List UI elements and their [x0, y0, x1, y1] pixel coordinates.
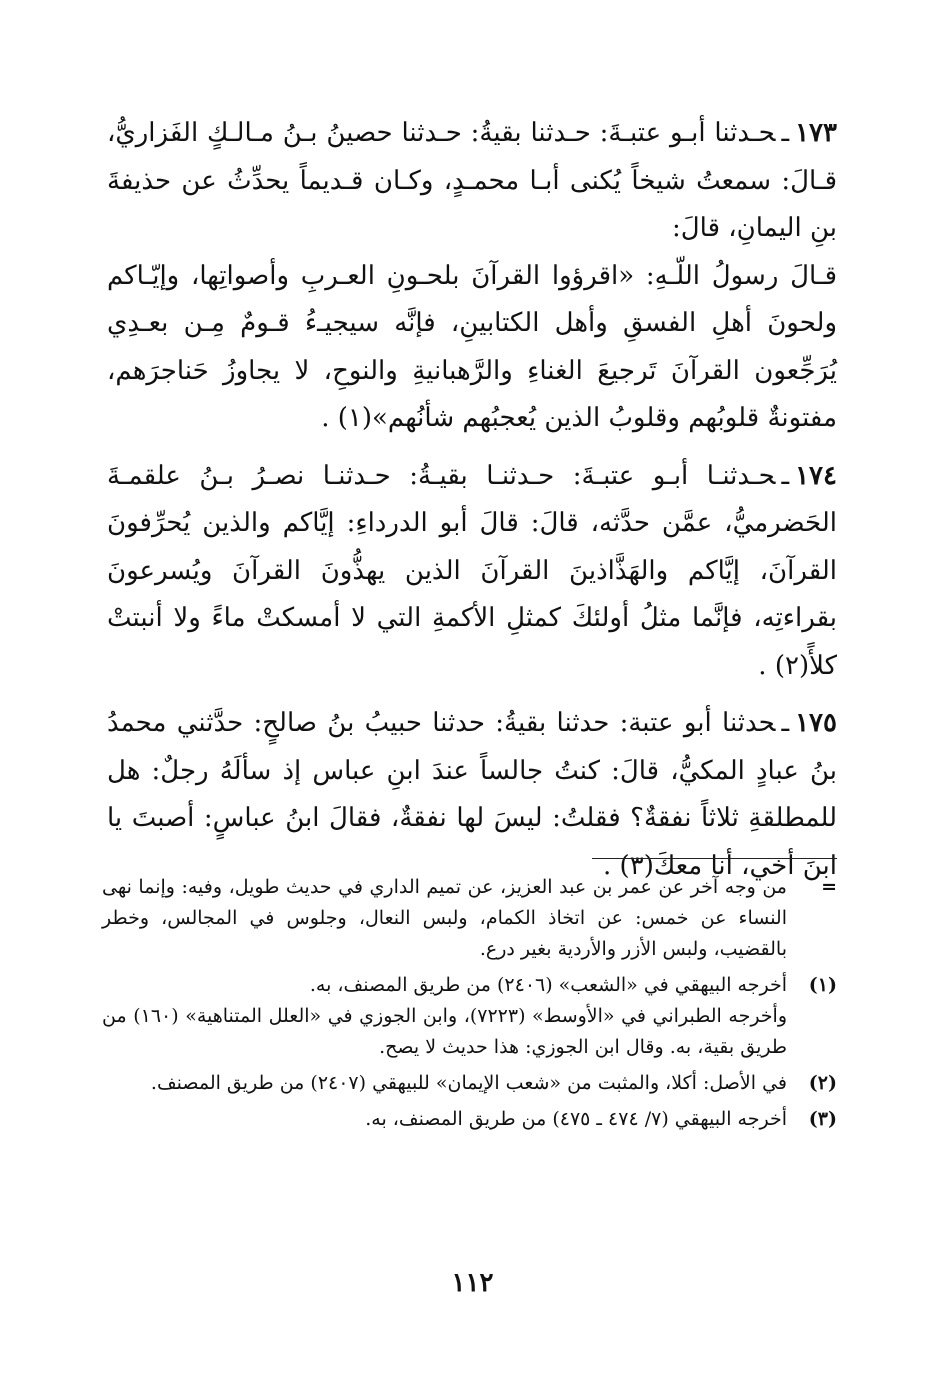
- footnote-1: [102, 970, 837, 1063]
- hadith-number: ١٧٣: [795, 118, 837, 148]
- hadith-174: [107, 453, 837, 691]
- dash: ـ: [781, 460, 790, 491]
- page-number: ١١٢: [451, 1268, 494, 1298]
- footnote-mark: (٢): [808, 1072, 837, 1094]
- footnote-line: أخرجه البيهقي في «الشعب» (٢٤٠٦) من طريق المصنف، به.: [309, 974, 787, 996]
- footnote-line: أخرجه البيهقي (٧/ ٤٧٤ ـ ٤٧٥) من طريق المصنف، به.: [365, 1108, 787, 1130]
- hadith-173-isnad: [107, 110, 837, 253]
- dash: ـ: [781, 118, 790, 148]
- dash: ـ: [781, 708, 790, 738]
- footnotes: [102, 872, 837, 1140]
- footnote-mark: (١): [808, 974, 837, 996]
- hadith-text: حدثنا أبو عتبة: حدثنا بقيةُ: حدثنا حبيبُ بنُ صالحٍ: حدَّثني محمدُ بنُ عبادٍ المكيُّ، قالَ: كنتُ جالساً عندَ ابنِ عباس إذ سألَهُ رجلٌ: هل للمطلقةِ ثلاثاً نفقةٌ؟ فقلتُ: ليسَ لها نفقةٌ، فقالَ ابنُ عباسٍ: أصبتَ يا ابنَ أخي، أنا معكَ(٣) .: [107, 708, 837, 881]
- footnote-line: وأخرجه الطبراني في «الأوسط» (٧٢٢٣)، وابن الجوزي في «العلل المتناهية» (١٦٠) من طريق بقية، به. وقال ابن الجوزي: هذا حديث لا يصح.: [102, 1005, 788, 1058]
- footnote-mark: (٣): [808, 1108, 837, 1130]
- footnote-2: [102, 1068, 837, 1099]
- footnote-continued: [102, 872, 837, 965]
- hadith-number: ١٧٤: [795, 460, 837, 491]
- hadith-173: [107, 110, 837, 443]
- hadith-175: [107, 700, 837, 890]
- footnote-line: في الأصل: أكلا، والمثبت من «شعب الإيمان» للبيهقي (٢٤٠٧) من طريق المصنف.: [150, 1072, 787, 1094]
- main-text: [107, 110, 837, 900]
- footnote-3: [102, 1104, 837, 1135]
- footnote-mark: =: [821, 876, 837, 898]
- hadith-isnad-text: حـدثنا أبـو عتبـةَ: حـدثنا بقيةُ: حـدثنا حصينُ بـنُ مـالـكٍ الفَزاريُّ، قـالَ: سمعتُ شيخاً يُكنى أبـا محمـدٍ، وكـان قـديماً يحدِّثُ عن حذيفةَ بنِ اليمانِ، قالَ:: [107, 118, 837, 243]
- footnote-divider: [592, 858, 837, 859]
- hadith-number: ١٧٥: [795, 708, 837, 738]
- footnote-line: من وجه آخر عن عمر بن عبد العزيز، عن تميم الداري في حديث طويل، وفيه: وإنما نهى النساء عن خمس: عن اتخاذ الكمام، ولبس النعال، وجلوس في المجالس، وخطر بالقضيب، ولبس الأزر والأردية بغير درع.: [102, 876, 787, 960]
- hadith-173-matn: قـالَ رسولُ اللّـهِ: «اقرؤوا القرآنَ بلحـونِ العـربِ وأصواتِها، وإيّـاكم ولحونَ أهلِ الفسقِ وأهل الكتابينِ، فإنَّه سيجيـءُ قـومٌ مِـن بعـدِي يُرَجِّعون القرآنَ تَرجيعَ الغناءِ والرَّهبانيةِ والنوحِ، لا يجاوزُ حَناجرَهم، مفتونةٌ قلوبُهم وقلوبُ الذين يُعجبُهم شأنُهم»(١) .: [107, 260, 837, 433]
- hadith-text: حـدثنـا أبـو عتبـةَ: حـدثنـا بقيـةُ: حـدثنـا نصـرُ بـنُ علقمـةَ الحَضرميُّ، عمَّن حدَّثه، قالَ: قالَ أبو الدرداءِ: إيَّاكم والذين يُحرِّفونَ القرآنَ، إيَّاكم والهَذَّاذينَ القرآنَ الذين يهذُّونَ القرآنَ ويُسرعونَ بقراءتِه، فإنَّما مثلُ أولئكَ كمثلِ الأكمةِ التي لا أمسكتْ ماءً ولا أنبتتْ كلأً(٢) .: [107, 460, 837, 681]
